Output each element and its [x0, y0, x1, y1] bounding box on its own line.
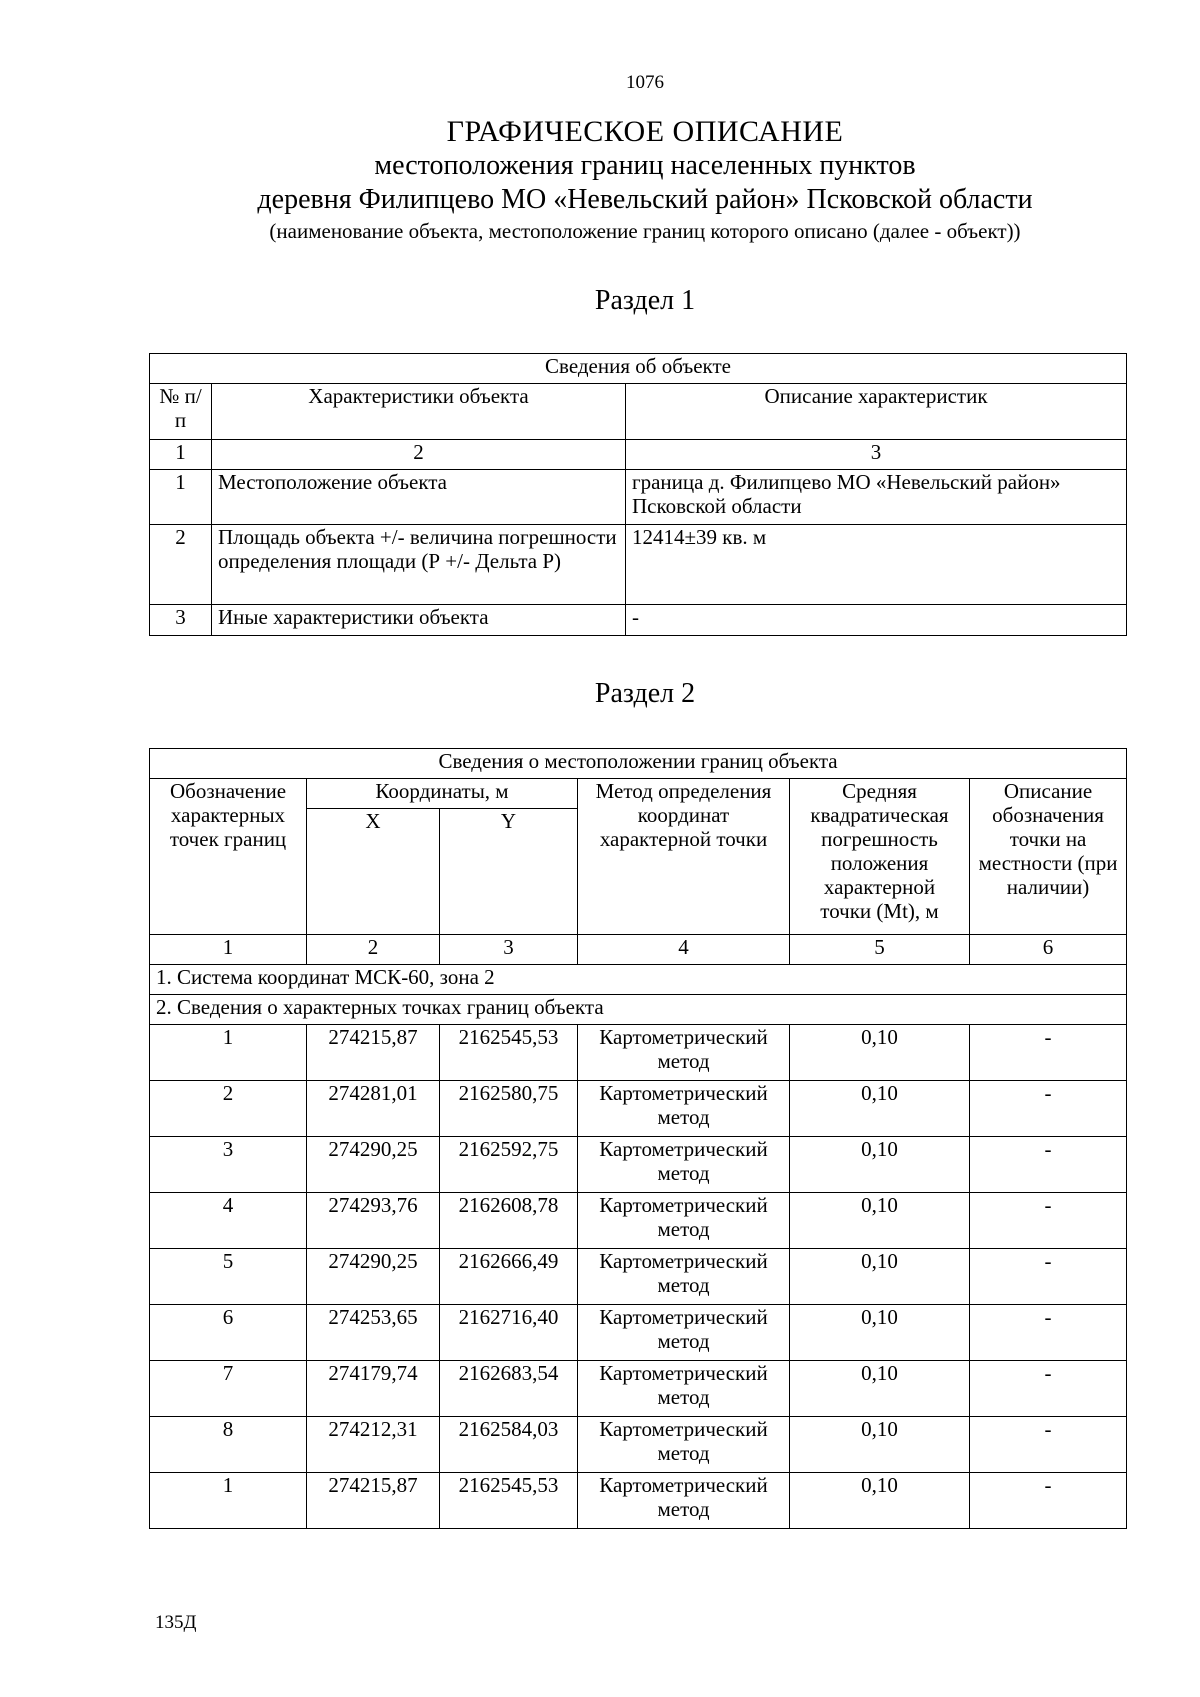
point-description: - [970, 1025, 1127, 1081]
page-number: 1076 [626, 72, 664, 93]
error-value: 0,10 [790, 1249, 970, 1305]
point-label: 3 [150, 1137, 307, 1193]
table-row [150, 605, 1127, 636]
point-description: - [970, 1081, 1127, 1137]
point-description: - [970, 1473, 1127, 1529]
header-x: X [307, 809, 440, 935]
table-row [150, 1305, 1127, 1361]
table-row [150, 1081, 1127, 1137]
coord-x: 274215,87 [307, 1473, 440, 1529]
error-value: 0,10 [790, 1137, 970, 1193]
table-row [150, 1417, 1127, 1473]
header-description: Описание обозначения точки на местности (при наличии) [970, 779, 1127, 935]
error-value: 0,10 [790, 1025, 970, 1081]
coord-y: 2162545,53 [440, 1473, 578, 1529]
method: Картометрический метод [578, 1361, 790, 1417]
method: Картометрический метод [578, 1025, 790, 1081]
point-label: 1 [150, 1025, 307, 1081]
header-y: Y [440, 809, 578, 935]
row-num: 3 [150, 605, 212, 636]
column-number-row [150, 935, 1127, 965]
error-value: 0,10 [790, 1473, 970, 1529]
table-caption: Сведения о местоположении границ объекта [150, 749, 1127, 779]
table-row [150, 525, 1127, 605]
column-number: 4 [578, 935, 790, 965]
row-description: граница д. Филипцево МО «Невельский район» Псковской области [626, 470, 1127, 525]
header-description: Описание характеристик [626, 384, 1127, 440]
table-row [150, 1361, 1127, 1417]
table-row [150, 470, 1127, 525]
method: Картометрический метод [578, 1417, 790, 1473]
coordinate-system: 1. Система координат МСК-60, зона 2 [150, 965, 1127, 995]
column-number: 3 [440, 935, 578, 965]
object-info-table [149, 353, 1127, 636]
points-caption: 2. Сведения о характерных точках границ объекта [150, 995, 1127, 1025]
row-characteristic: Местоположение объекта [212, 470, 626, 525]
row-num: 1 [150, 470, 212, 525]
error-value: 0,10 [790, 1361, 970, 1417]
row-num: 2 [150, 525, 212, 605]
table-caption: Сведения об объекте [150, 354, 1127, 384]
row-characteristic: Иные характеристики объекта [212, 605, 626, 636]
coord-y: 2162545,53 [440, 1025, 578, 1081]
error-value: 0,10 [790, 1417, 970, 1473]
footer-code: 135Д [155, 1612, 197, 1633]
coord-x: 274253,65 [307, 1305, 440, 1361]
table-row [150, 1137, 1127, 1193]
header-num: № п/п [150, 384, 212, 440]
document-title: ГРАФИЧЕСКОЕ ОПИСАНИЕ [446, 115, 844, 148]
coord-x: 274290,25 [307, 1137, 440, 1193]
table-row [150, 1025, 1127, 1081]
header-error: Средняя квадратическая погрешность положения характерной точки (Mt), м [790, 779, 970, 935]
point-description: - [970, 1137, 1127, 1193]
point-description: - [970, 1193, 1127, 1249]
column-number: 2 [212, 440, 626, 470]
header-coords: Координаты, м [307, 779, 578, 809]
table-row [150, 1473, 1127, 1529]
column-number: 1 [150, 935, 307, 965]
points-body [150, 1025, 1127, 1529]
coord-x: 274212,31 [307, 1417, 440, 1473]
point-description: - [970, 1417, 1127, 1473]
column-number: 1 [150, 440, 212, 470]
column-number: 5 [790, 935, 970, 965]
method: Картометрический метод [578, 1249, 790, 1305]
coord-y: 2162584,03 [440, 1417, 578, 1473]
point-description: - [970, 1361, 1127, 1417]
error-value: 0,10 [790, 1305, 970, 1361]
header-method: Метод определения координат характерной точки [578, 779, 790, 935]
method: Картометрический метод [578, 1081, 790, 1137]
point-label: 7 [150, 1361, 307, 1417]
section-2-title: Раздел 2 [594, 678, 696, 709]
error-value: 0,10 [790, 1193, 970, 1249]
point-label: 4 [150, 1193, 307, 1249]
header-point: Обозначение характерных точек границ [150, 779, 307, 935]
point-description: - [970, 1249, 1127, 1305]
row-description: 12414±39 кв. м [626, 525, 1127, 605]
point-label: 8 [150, 1417, 307, 1473]
section-1-title: Раздел 1 [594, 285, 696, 316]
coord-y: 2162683,54 [440, 1361, 578, 1417]
row-characteristic: Площадь объекта +/- величина погрешности определения площади (Р +/- Дельта Р) [212, 525, 626, 605]
coord-y: 2162608,78 [440, 1193, 578, 1249]
point-description: - [970, 1305, 1127, 1361]
coord-x: 274179,74 [307, 1361, 440, 1417]
coord-x: 274290,25 [307, 1249, 440, 1305]
coord-y: 2162592,75 [440, 1137, 578, 1193]
method: Картометрический метод [578, 1473, 790, 1529]
point-label: 1 [150, 1473, 307, 1529]
point-label: 2 [150, 1081, 307, 1137]
header-characteristics: Характеристики объекта [212, 384, 626, 440]
object-name-note: (наименование объекта, местоположение границ которого описано (далее - объект)) [269, 219, 1021, 243]
boundary-points-table [149, 748, 1127, 1529]
document-header [0, 115, 1200, 244]
object-name: деревня Филипцево МО «Невельский район» Псковской области [257, 184, 1033, 215]
coord-x: 274293,76 [307, 1193, 440, 1249]
coord-x: 274215,87 [307, 1025, 440, 1081]
coord-x: 274281,01 [307, 1081, 440, 1137]
coord-y: 2162666,49 [440, 1249, 578, 1305]
point-label: 6 [150, 1305, 307, 1361]
table-row [150, 1249, 1127, 1305]
method: Картометрический метод [578, 1193, 790, 1249]
table-row [150, 1193, 1127, 1249]
document-subtitle: местоположения границ населенных пунктов [374, 150, 916, 181]
coord-y: 2162580,75 [440, 1081, 578, 1137]
column-number: 3 [626, 440, 1127, 470]
point-label: 5 [150, 1249, 307, 1305]
error-value: 0,10 [790, 1081, 970, 1137]
column-number: 6 [970, 935, 1127, 965]
method: Картометрический метод [578, 1305, 790, 1361]
method: Картометрический метод [578, 1137, 790, 1193]
coord-y: 2162716,40 [440, 1305, 578, 1361]
column-number-row [150, 440, 1127, 470]
row-description: - [626, 605, 1127, 636]
column-number: 2 [307, 935, 440, 965]
